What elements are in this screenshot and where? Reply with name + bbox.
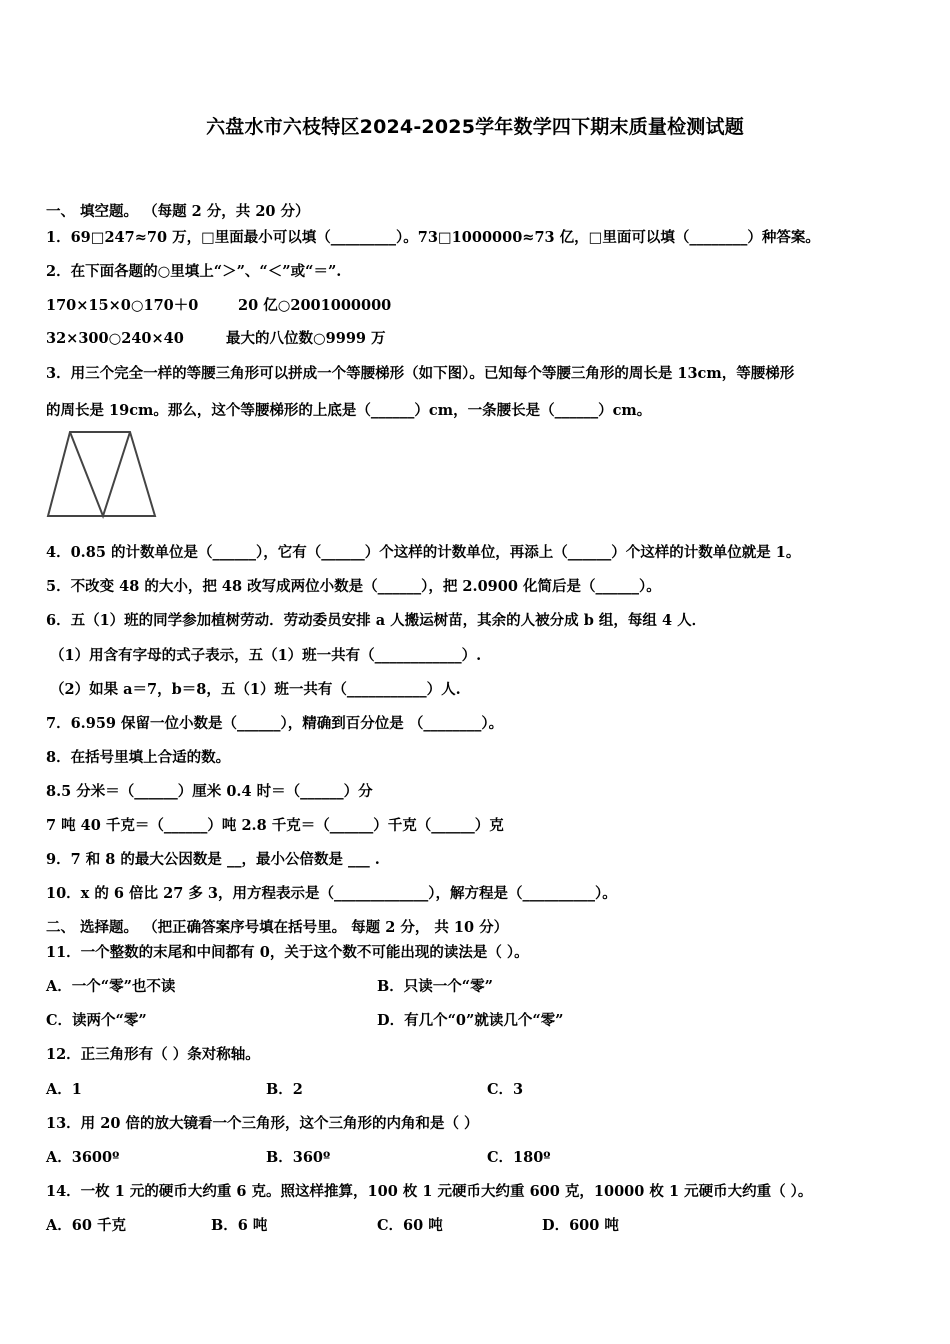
question-5: 5．不改变 48 的大小，把 48 改写成两位小数是（______），把 2.0900 化简后是（______）。 (46, 578, 661, 595)
question-9: 9．7 和 8 的最大公因数是 __，最小公倍数是 ___ . (46, 851, 380, 868)
question-6-part2: （2）如果 a＝7，b＝8，五（1）班一共有（___________）人. (50, 681, 461, 698)
question-3-line2: 的周长是 19cm。那么，这个等腰梯形的上底是（______）cm，一条腰长是（______）cm。 (46, 402, 652, 419)
question-6-part1: （1）用含有字母的式子表示，五（1）班一共有（____________）. (50, 647, 482, 664)
question-2-b: 20 亿○2001000000 (238, 297, 392, 314)
question-10: 10．x 的 6 倍比 27 多 3，用方程表示是（_____________），解方程是（__________）。 (46, 885, 617, 902)
question-14-option-b: B．6 吨 (211, 1217, 268, 1234)
question-11-option-b: B．只读一个“零” (377, 978, 493, 995)
question-14-option-d: D．600 吨 (542, 1217, 619, 1234)
question-12-option-b: B．2 (266, 1081, 303, 1098)
question-11-option-c: C．读两个“零” (46, 1012, 147, 1029)
question-13-option-c: C．180º (487, 1149, 551, 1166)
question-13-option-b: B．360º (266, 1149, 331, 1166)
section-2-heading: 二、 选择题。 （把正确答案序号填在括号里。 每题 2 分， 共 10 分） (46, 919, 509, 936)
question-4: 4．0.85 的计数单位是（______），它有（______）个这样的计数单位，再添上（______）个这样的计数单位就是 1。 (46, 544, 801, 561)
question-2-d: 最大的八位数○9999 万 (226, 330, 386, 347)
question-11-option-d: D．有几个“0”就读几个“零” (377, 1012, 564, 1029)
trapezoid-figure (46, 428, 161, 520)
question-2-c: 32×300○240×40 (46, 330, 184, 347)
question-12-option-a: A．1 (46, 1081, 82, 1098)
question-14-option-c: C．60 吨 (377, 1217, 443, 1234)
question-2-a: 170×15×0○170＋0 (46, 297, 199, 314)
question-13-stem: 13．用 20 倍的放大镜看一个三角形，这个三角形的内角和是（ ） (46, 1115, 479, 1132)
question-8-stem: 8．在括号里填上合适的数。 (46, 749, 231, 766)
trapezoid-inner-lines (70, 432, 130, 516)
question-13-option-a: A．3600º (46, 1149, 120, 1166)
question-1: 1．69□247≈70 万，□里面最小可以填（_________）。73□1000000≈73 亿，□里面可以填（________）种答案。 (46, 229, 820, 246)
question-8-row2: 7 吨 40 千克＝（______）吨 2.8 千克＝（______）千克（______）克 (46, 817, 504, 834)
question-14-stem: 14．一枚 1 元的硬币大约重 6 克。照这样推算，100 枚 1 元硬币大约重 600 克，10000 枚 1 元硬币大约重（ ）。 (46, 1183, 813, 1200)
question-12-stem: 12．正三角形有（ ）条对称轴。 (46, 1046, 260, 1063)
question-6-stem: 6．五（1）班的同学参加植树劳动．劳动委员安排 a 人搬运树苗，其余的人被分成 b 组，每组 4 人． (46, 612, 707, 629)
question-2-stem: 2．在下面各题的○里填上“＞”、“＜”或“＝”. (46, 263, 342, 280)
question-11-stem: 11．一个整数的末尾和中间都有 0，关于这个数不可能出现的读法是（ ）。 (46, 944, 529, 961)
question-3-line1: 3．用三个完全一样的等腰三角形可以拼成一个等腰梯形（如下图）。已知每个等腰三角形的周长是 13cm，等腰梯形 (46, 365, 795, 382)
question-11-option-a: A．一个“零”也不读 (46, 978, 176, 995)
question-14-option-a: A．60 千克 (46, 1217, 126, 1234)
question-12-option-c: C．3 (487, 1081, 524, 1098)
page-title: 六盘水市六枝特区2024-2025学年数学四下期末质量检测试题 (206, 116, 744, 138)
question-8-row1: 8.5 分米＝（______）厘米 0.4 时＝（______）分 (46, 783, 373, 800)
question-7: 7．6.959 保留一位小数是（______），精确到百分位是 （________）。 (46, 715, 504, 732)
trapezoid-outline (48, 432, 155, 516)
section-1-heading: 一、 填空题。 （每题 2 分，共 20 分） (46, 203, 310, 220)
